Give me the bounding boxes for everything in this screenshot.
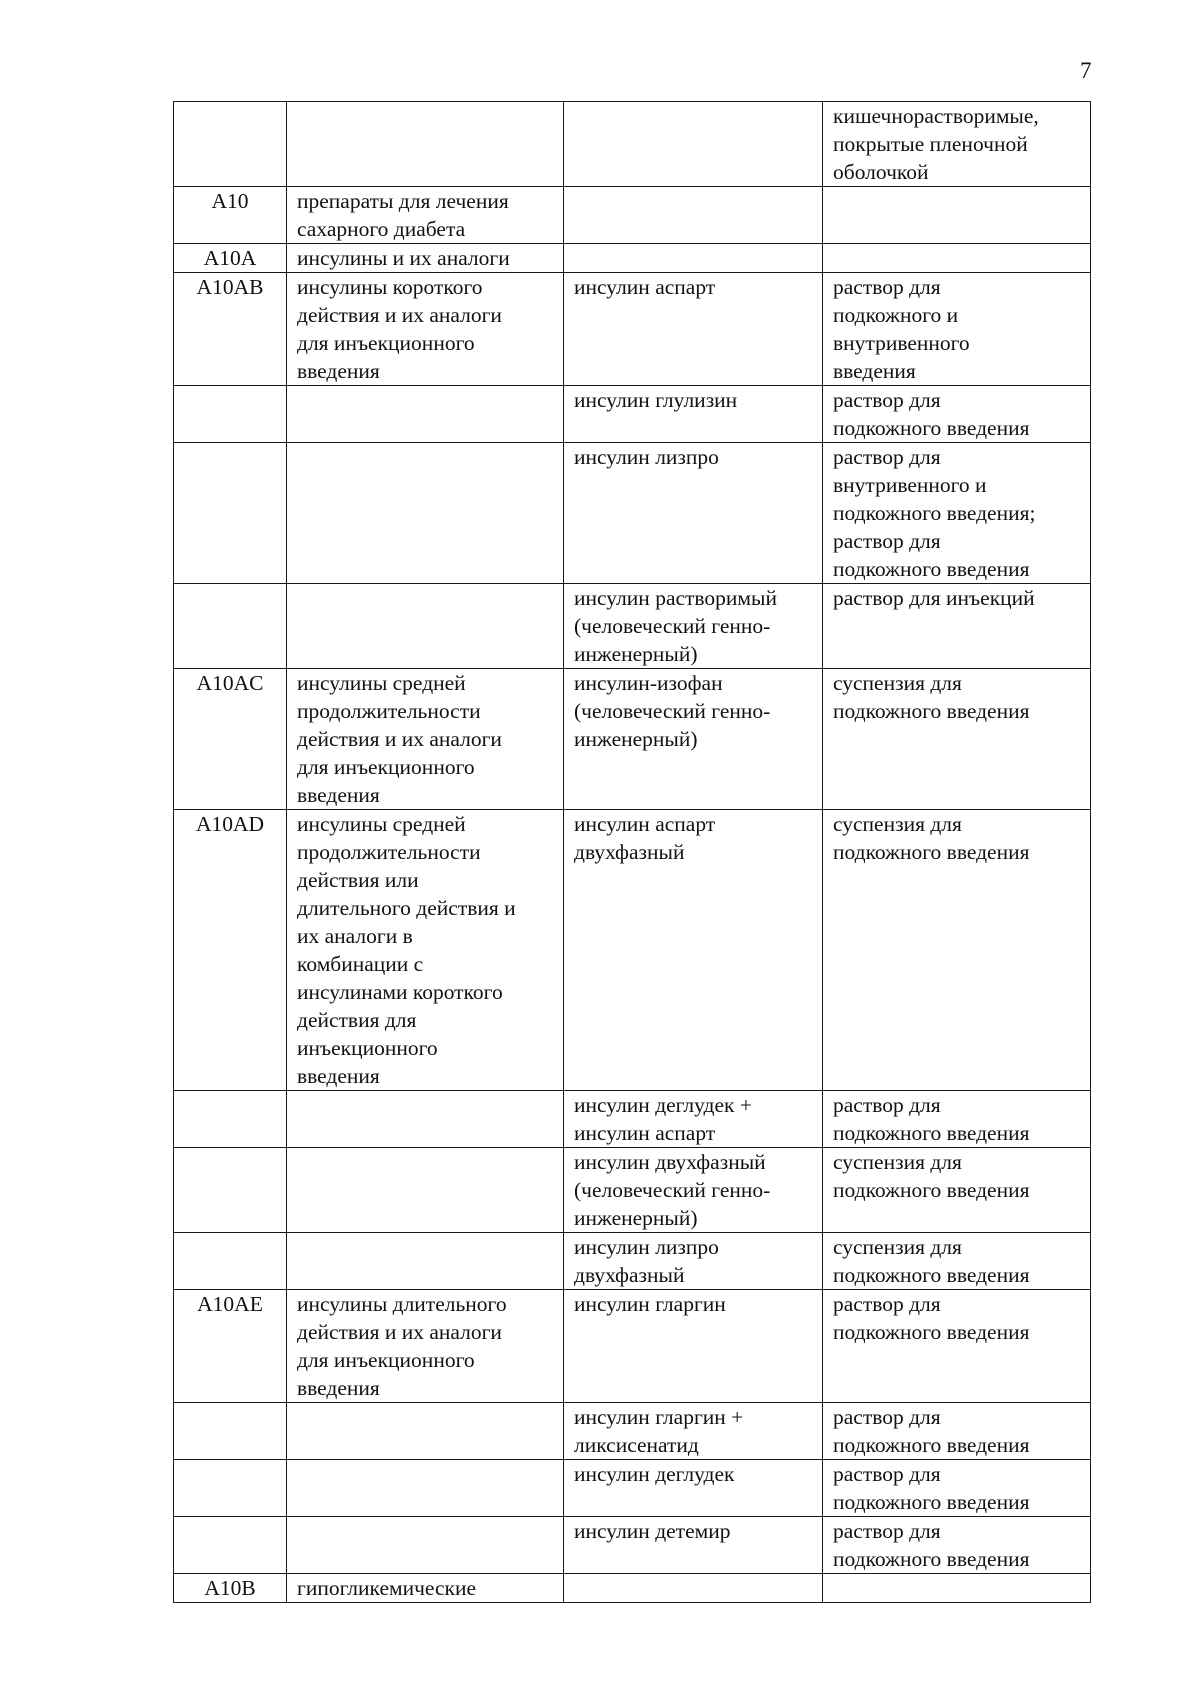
drug-name-cell: инсулин растворимый (человеческий генно- инженерный): [564, 584, 823, 669]
table-row: [174, 386, 1091, 443]
group-name-cell: [287, 443, 564, 584]
atc-code-cell: A10: [174, 187, 287, 244]
group-name-cell: [287, 1091, 564, 1148]
drug-name-cell: инсулин глулизин: [564, 386, 823, 443]
table-row: [174, 102, 1091, 187]
atc-code-cell: [174, 584, 287, 669]
table-row: [174, 1091, 1091, 1148]
dosage-form-cell: раствор для подкожного введения: [823, 1290, 1091, 1403]
drug-name-cell: [564, 187, 823, 244]
dosage-form-cell: раствор для подкожного введения: [823, 1403, 1091, 1460]
drug-name-cell: инсулин гларгин + ликсисенатид: [564, 1403, 823, 1460]
atc-code-cell: [174, 386, 287, 443]
dosage-form-cell: раствор для подкожного введения: [823, 1091, 1091, 1148]
dosage-form-cell: [823, 187, 1091, 244]
atc-code-cell: A10A: [174, 244, 287, 273]
group-name-cell: гипогликемические: [287, 1574, 564, 1603]
table-row: [174, 273, 1091, 386]
drug-name-cell: инсулин деглудек + инсулин аспарт: [564, 1091, 823, 1148]
atc-code-cell: [174, 443, 287, 584]
dosage-form-cell: [823, 1574, 1091, 1603]
atc-code-cell: A10AE: [174, 1290, 287, 1403]
group-name-cell: [287, 1148, 564, 1233]
group-name-cell: препараты для лечения сахарного диабета: [287, 187, 564, 244]
table-row: [174, 810, 1091, 1091]
dosage-form-cell: раствор для подкожного введения: [823, 1517, 1091, 1574]
atc-code-cell: [174, 1148, 287, 1233]
drug-name-cell: [564, 1574, 823, 1603]
group-name-cell: [287, 1517, 564, 1574]
group-name-cell: инсулины средней продолжительности действия или длительного действия и их аналоги в комбинации с инсулинами короткого действия для инъекционного введения: [287, 810, 564, 1091]
atc-code-cell: A10AC: [174, 669, 287, 810]
table-row: [174, 1233, 1091, 1290]
table-body: [174, 102, 1091, 1603]
group-name-cell: [287, 102, 564, 187]
drug-name-cell: инсулин лизпро двухфазный: [564, 1233, 823, 1290]
drug-name-cell: инсулин аспарт двухфазный: [564, 810, 823, 1091]
dosage-form-cell: кишечнорастворимые, покрытые пленочной оболочкой: [823, 102, 1091, 187]
table-row: [174, 1517, 1091, 1574]
drug-name-cell: инсулин-изофан (человеческий генно- инженерный): [564, 669, 823, 810]
drug-name-cell: инсулин двухфазный (человеческий генно- инженерный): [564, 1148, 823, 1233]
group-name-cell: [287, 584, 564, 669]
table-row: [174, 187, 1091, 244]
group-name-cell: инсулины длительного действия и их аналоги для инъекционного введения: [287, 1290, 564, 1403]
atc-code-cell: [174, 102, 287, 187]
atc-code-cell: [174, 1233, 287, 1290]
group-name-cell: инсулины и их аналоги: [287, 244, 564, 273]
dosage-form-cell: суспензия для подкожного введения: [823, 669, 1091, 810]
table-row: [174, 584, 1091, 669]
atc-code-cell: [174, 1517, 287, 1574]
drug-name-cell: инсулин гларгин: [564, 1290, 823, 1403]
table-row: [174, 1403, 1091, 1460]
group-name-cell: инсулины средней продолжительности действия и их аналоги для инъекционного введения: [287, 669, 564, 810]
group-name-cell: [287, 1460, 564, 1517]
atc-code-cell: A10AB: [174, 273, 287, 386]
atc-code-cell: [174, 1460, 287, 1517]
table-row: [174, 443, 1091, 584]
drug-name-cell: инсулин лизпро: [564, 443, 823, 584]
page-number: 7: [1080, 58, 1092, 83]
dosage-form-cell: раствор для подкожного введения: [823, 386, 1091, 443]
drug-classification-table: [173, 101, 1091, 1603]
atc-code-cell: [174, 1091, 287, 1148]
table-row: [174, 244, 1091, 273]
drug-name-cell: инсулин деглудек: [564, 1460, 823, 1517]
atc-code-cell: A10AD: [174, 810, 287, 1091]
dosage-form-cell: раствор для инъекций: [823, 584, 1091, 669]
drug-name-cell: [564, 244, 823, 273]
group-name-cell: инсулины короткого действия и их аналоги для инъекционного введения: [287, 273, 564, 386]
group-name-cell: [287, 1233, 564, 1290]
drug-name-cell: [564, 102, 823, 187]
atc-code-cell: [174, 1403, 287, 1460]
dosage-form-cell: суспензия для подкожного введения: [823, 1233, 1091, 1290]
table-row: [174, 1574, 1091, 1603]
group-name-cell: [287, 1403, 564, 1460]
atc-code-cell: A10B: [174, 1574, 287, 1603]
group-name-cell: [287, 386, 564, 443]
dosage-form-cell: раствор для подкожного и внутривенного введения: [823, 273, 1091, 386]
dosage-form-cell: суспензия для подкожного введения: [823, 1148, 1091, 1233]
table-row: [174, 1460, 1091, 1517]
table-row: [174, 1290, 1091, 1403]
table-row: [174, 1148, 1091, 1233]
dosage-form-cell: суспензия для подкожного введения: [823, 810, 1091, 1091]
dosage-form-cell: [823, 244, 1091, 273]
dosage-form-cell: раствор для внутривенного и подкожного введения; раствор для подкожного введения: [823, 443, 1091, 584]
dosage-form-cell: раствор для подкожного введения: [823, 1460, 1091, 1517]
table-row: [174, 669, 1091, 810]
drug-name-cell: инсулин детемир: [564, 1517, 823, 1574]
drug-name-cell: инсулин аспарт: [564, 273, 823, 386]
